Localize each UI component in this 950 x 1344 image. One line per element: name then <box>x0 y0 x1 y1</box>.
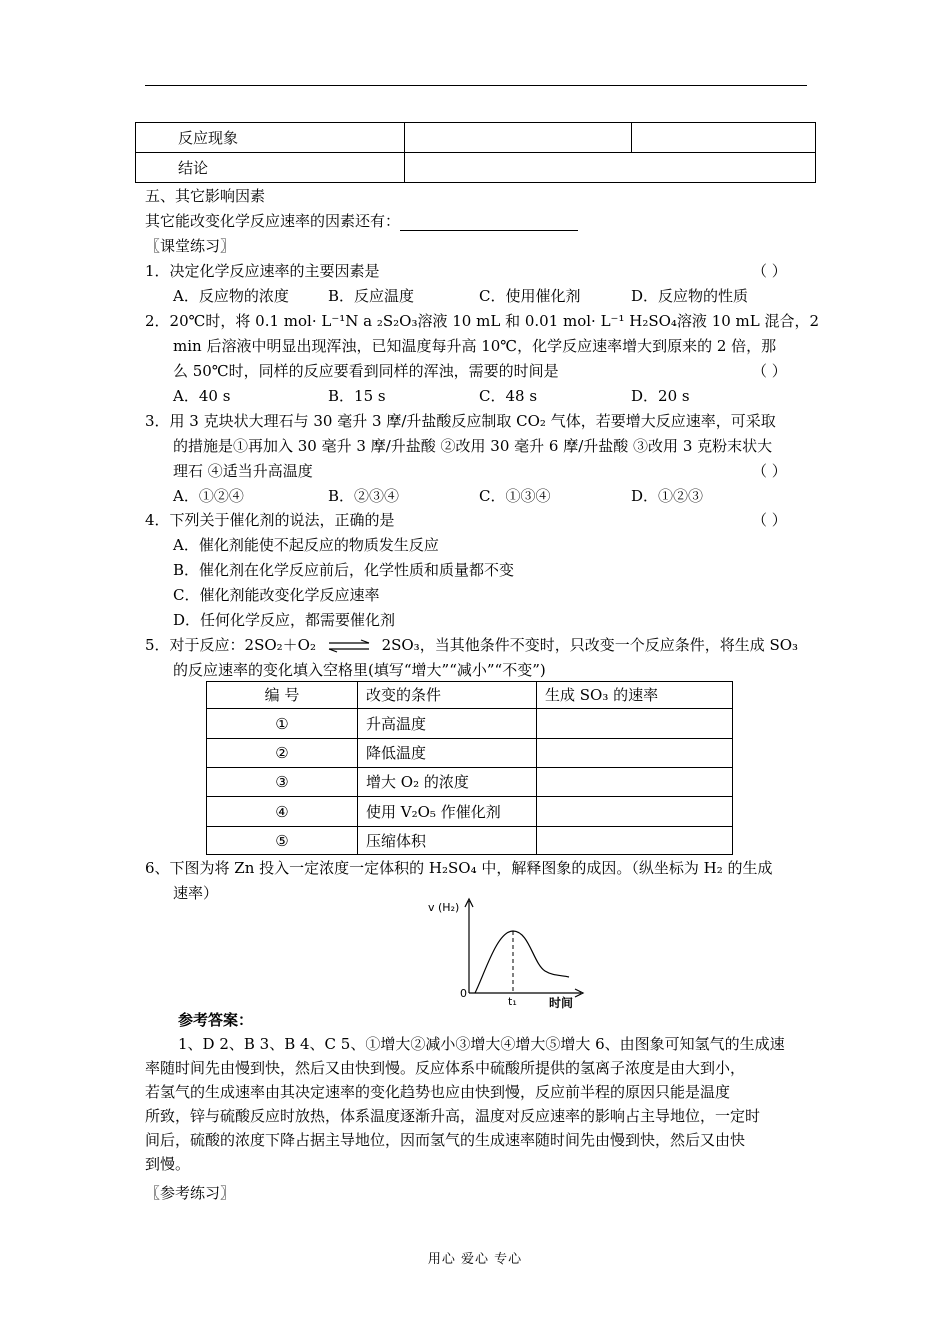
option-d: D．①②③ <box>631 487 704 505</box>
equilibrium-arrow-icon <box>327 639 371 653</box>
question-6-line: 速率） <box>173 884 219 902</box>
question-3-line: 理石 ④适当升高温度 <box>173 462 313 480</box>
row-rate-blank[interactable] <box>537 797 733 827</box>
option-d: D．任何化学反应，都需要催化剂 <box>173 611 396 629</box>
question-5-line: 的反应速率的变化填入空格里(填写“增大”“减小”“不变”) <box>173 661 546 679</box>
option-a: A．催化剂能使不起反应的物质发生反应 <box>173 536 439 554</box>
row-condition: 降低温度 <box>358 739 537 768</box>
question-1-stem: 1．决定化学反应速率的主要因素是 <box>145 262 380 280</box>
answer-line: 1、D 2、B 3、B 4、C 5、①增大②减小③增大④增大⑤增大 6、由图象可知氢气的生成速 <box>178 1035 785 1053</box>
header-condition: 改变的条件 <box>358 682 537 709</box>
row-number: ④ <box>207 797 358 827</box>
row-number: ⑤ <box>207 827 358 855</box>
row-rate-blank[interactable] <box>537 827 733 855</box>
option-d: D．反应物的性质 <box>631 287 749 305</box>
reaction-left: 5．对于反应：2SO₂＋O₂ <box>145 636 316 654</box>
answer-line: 间后，硫酸的浓度下降占据主导地位，因而氢气的生成速率随时间先由慢到快，然后又由快 <box>145 1131 746 1149</box>
answer-line: 若氢气的生成速率由其决定速率的变化趋势也应由快到慢，反应前半程的原因只能是温度 <box>145 1083 731 1101</box>
option-c: C．①③④ <box>479 487 551 505</box>
graph-y-label: v (H₂) <box>428 901 460 914</box>
condition-table <box>206 681 733 855</box>
section-heading: 五、其它影响因素 <box>145 187 266 205</box>
table-cell-blank <box>405 123 632 153</box>
row-condition: 增大 O₂ 的浓度 <box>358 768 537 797</box>
row-number: ① <box>207 709 358 739</box>
row-rate-blank[interactable] <box>537 709 733 739</box>
answer-line: 所致，锌与硫酸反应时放热，体系温度逐渐升高，温度对反应速率的影响占主导地位，一定时 <box>145 1107 761 1125</box>
table-label-phenomenon: 反应现象 <box>136 123 405 153</box>
row-number: ② <box>207 739 358 768</box>
option-b: B．反应温度 <box>328 287 415 305</box>
question-2-line: 么 50℃时，同样的反应要看到同样的浑浊，需要的时间是 <box>173 362 559 380</box>
factor-prompt-text: 其它能改变化学反应速率的因素还有： <box>145 212 401 230</box>
graph-x-label: 时间 <box>549 996 574 1010</box>
header-rate: 生成 SO₃ 的速率 <box>537 682 733 709</box>
option-d: D．20 s <box>631 387 690 405</box>
option-c: C．48 s <box>479 387 538 405</box>
answer-paren[interactable]: （ ） <box>752 362 787 380</box>
question-3-line: 3．用 3 克块状大理石与 30 毫升 3 摩/升盐酸反应制取 CO₂ 气体，若要增大反应速率，可采取 <box>145 412 776 430</box>
option-b: B．催化剂在化学反应前后，化学性质和质量都不变 <box>173 561 515 579</box>
row-rate-blank[interactable] <box>537 739 733 768</box>
rate-curve <box>475 931 569 993</box>
option-b: B．②③④ <box>328 487 400 505</box>
reference-heading: 〖参考练习〗 <box>145 1184 236 1202</box>
answer-line: 到慢。 <box>145 1155 191 1173</box>
row-rate-blank[interactable] <box>537 768 733 797</box>
option-b: B．15 s <box>328 387 386 405</box>
option-a: A．反应物的浓度 <box>173 287 289 305</box>
rate-time-graph <box>425 893 625 1013</box>
option-c: C．催化剂能改变化学反应速率 <box>173 586 380 604</box>
question-2-line: 2．20℃时，将 0.1 mol· L⁻¹N a ₂S₂O₃溶液 10 mL 和 0.01 mol· L⁻¹ H₂SO₄溶液 10 mL 混合，2 <box>145 312 820 330</box>
question-2-line: min 后溶液中明显出现浑浊，已知温度每升高 10℃，化学反应速率增大到原来的 2 倍，那 <box>173 337 777 355</box>
factor-prompt <box>145 211 578 231</box>
answer-paren[interactable]: （ ） <box>752 462 787 480</box>
question-5-line <box>145 635 798 655</box>
option-a: A．①②④ <box>173 487 244 505</box>
reaction-right: 2SO₃，当其他条件不变时，只改变一个反应条件，将生成 SO₃ <box>381 636 799 654</box>
table-cell-blank <box>632 123 816 153</box>
answers-heading: 参考答案： <box>178 1011 254 1029</box>
row-condition: 压缩体积 <box>358 827 537 855</box>
header-rule <box>145 85 807 86</box>
page-footer: 用心 爱心 专心 <box>427 1252 523 1267</box>
answer-paren[interactable]: （ ） <box>752 262 787 280</box>
header-number: 编 号 <box>207 682 358 709</box>
row-condition: 升高温度 <box>358 709 537 739</box>
practice-heading: 〖课堂练习〗 <box>145 237 236 255</box>
question-6-line: 6、下图为将 Zn 投入一定浓度一定体积的 H₂SO₄ 中，解释图象的成因。（纵坐标为 H₂ 的生成 <box>145 859 773 877</box>
graph-origin: 0 <box>460 987 467 1000</box>
option-a: A．40 s <box>173 387 231 405</box>
graph-t1-label: t₁ <box>508 995 517 1008</box>
question-3-line: 的措施是①再加入 30 毫升 3 摩/升盐酸 ②改用 30 毫升 6 摩/升盐酸 ③改用 3 克粉末状大 <box>173 437 773 455</box>
answer-line: 率随时间先由慢到快，然后又由快到慢。反应体系中硫酸所提供的氢离子浓度是由大到小， <box>145 1059 746 1077</box>
row-condition: 使用 V₂O₅ 作催化剂 <box>358 797 537 827</box>
answer-paren[interactable]: （ ） <box>752 511 787 529</box>
table-label-conclusion: 结论 <box>136 153 405 183</box>
answer-blank[interactable] <box>400 214 578 231</box>
observation-table <box>135 122 816 183</box>
question-4-stem: 4．下列关于催化剂的说法，正确的是 <box>145 511 395 529</box>
table-cell-blank <box>405 153 816 183</box>
option-c: C．使用催化剂 <box>479 287 581 305</box>
row-number: ③ <box>207 768 358 797</box>
